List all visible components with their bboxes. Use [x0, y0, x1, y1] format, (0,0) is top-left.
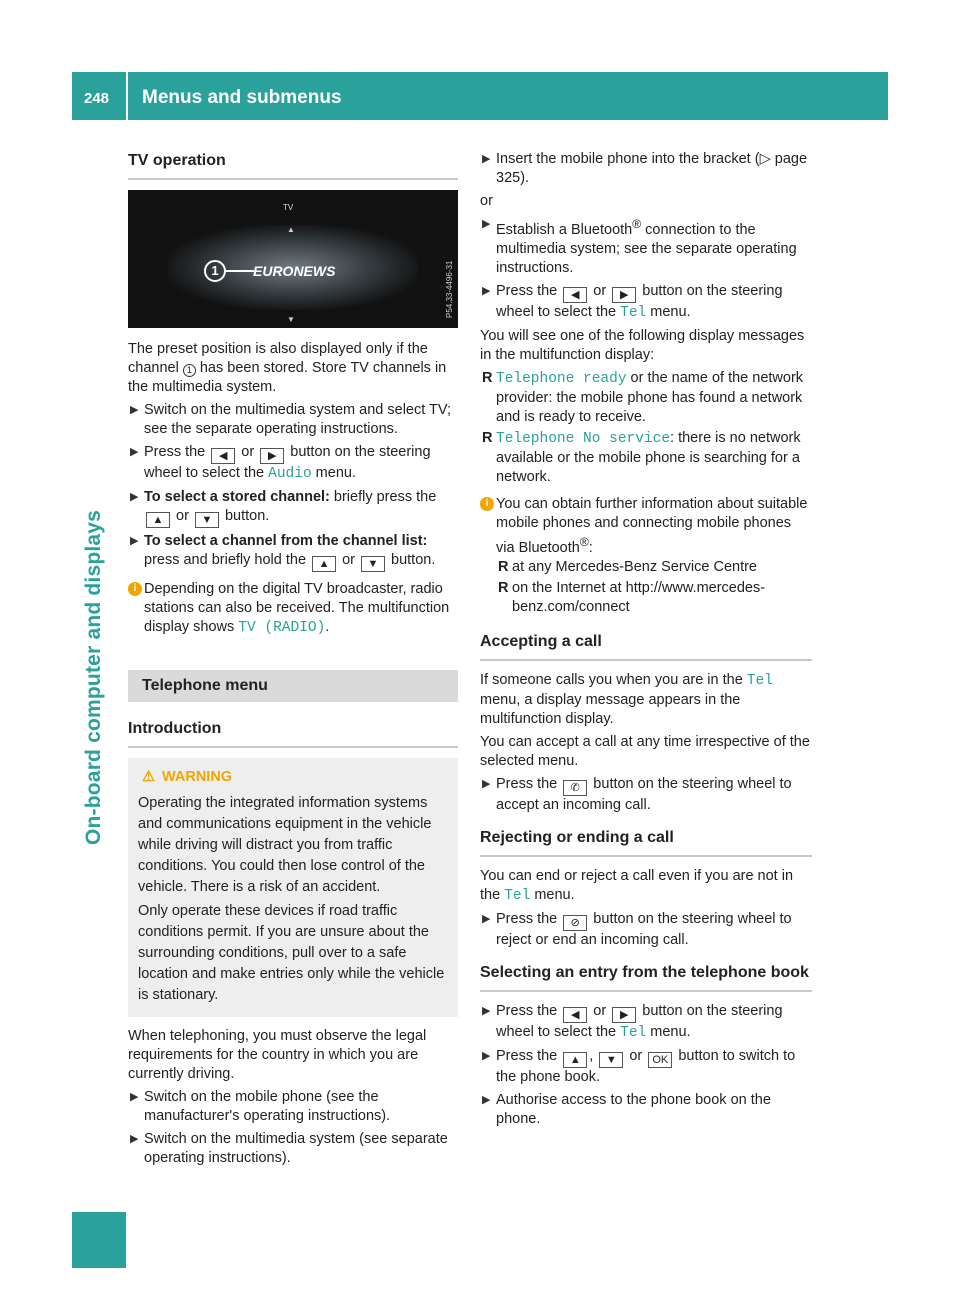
step-arrow-icon: ▶ [482, 1049, 491, 1062]
menu-code: Tel [620, 1024, 647, 1041]
info-icon: i [480, 497, 494, 511]
tv-heading: TV operation [128, 150, 458, 180]
step-arrow-icon: ▶ [482, 1004, 491, 1017]
step-arrow-icon: ▶ [482, 218, 491, 230]
ok-key-icon: OK [648, 1052, 672, 1068]
tv-step: ▶ Switch on the multimedia system and select TV; see the separate operating instructions. [130, 402, 452, 437]
warning-text: Operating the integrated information systems and communications equipment in the vehicle while driving will distract you from traffic conditions. You could then lose control of the vehicle. There is a risk of an accident. [138, 795, 432, 895]
callout-line [226, 270, 254, 272]
rejecting-call-heading: Rejecting or ending a call [480, 827, 812, 857]
accept-para: If someone calls you when you are in the Tel menu, a display message appears in the multifunction display. [480, 671, 773, 727]
bullet-item: R Telephone ready or the name of the network provider: the mobile phone has found a network and is ready to receive. [482, 369, 804, 425]
step-arrow-icon: ▶ [482, 153, 491, 165]
side-tab-label: On-board computer and displays [82, 509, 105, 845]
bullet-icon: R [482, 369, 493, 386]
menu-code: Tel [620, 304, 647, 321]
menu-code: Audio [268, 466, 312, 482]
tv-intro: The preset position is also displayed only if the channel 1 has been stored. Store TV channels in the multimedia system. [128, 341, 447, 395]
accepting-call-heading: Accepting a call [480, 631, 812, 661]
left-key-icon: ◀ [211, 448, 235, 464]
step-arrow-icon: ▶ [482, 284, 491, 297]
reject-step: ▶ Press the ⊘ button on the steering wheel to reject or end an incoming call. [482, 910, 792, 948]
up-key-icon: ▲ [312, 556, 336, 572]
step-arrow-icon: ▶ [130, 404, 139, 416]
down-key-icon: ▼ [195, 512, 219, 528]
info-icon: i [128, 582, 142, 596]
left-column [128, 150, 458, 1172]
step-arrow-icon: ▶ [482, 1093, 491, 1106]
tv-screen-label: TV [283, 203, 294, 212]
warning-icon: ⚠ [142, 769, 155, 785]
tv-screen-image [128, 190, 458, 328]
up-arrow-icon: ▲ [287, 225, 295, 234]
chapter-title: Menus and submenus [142, 87, 342, 108]
bluetooth-info-note: i You can obtain further information about suitable mobile phones and connecting mobile phones via Bluetooth®: R at any Mercedes-Benz Service Centre R on the Internet at http://www.mercedes-benz.com/connect [480, 495, 812, 617]
reject-para: You can end or reject a call even if you are not in the Tel menu. [480, 867, 794, 904]
right-column [480, 150, 812, 1133]
phonebook-step: ▶ Press the ▲ , ▼ or OK button to switch to the phone book. [482, 1047, 796, 1085]
header-divider [126, 72, 128, 120]
right-key-icon: ▶ [612, 1007, 636, 1023]
step-arrow-icon: ▶ [130, 1133, 139, 1145]
up-key-icon: ▲ [146, 512, 170, 528]
accept-call-key-icon: ✆ [563, 780, 587, 796]
display-code: Telephone ready [496, 370, 627, 387]
accept-step: ▶ Press the ✆ button on the steering wheel to accept an incoming call. [482, 775, 792, 813]
warning-text: Only operate these devices if road traffic conditions permit. If you are unsure about the surrounding conditions, pull over to a safe location and make entries only while the vehicle is stationary. [138, 903, 445, 1003]
step-arrow-icon: ▶ [130, 535, 139, 547]
down-arrow-icon: ▼ [287, 315, 295, 324]
tv-step: ▶ To select a channel from the channel list: press and briefly hold the ▲ or ▼ button. [130, 533, 436, 570]
left-key-icon: ◀ [563, 287, 587, 303]
bullet-icon: R [498, 558, 509, 575]
down-key-icon: ▼ [361, 556, 385, 572]
telephone-menu-band: Telephone menu [128, 670, 458, 702]
registered-mark: ® [632, 217, 642, 231]
telephone-step: ▶ Switch on the multimedia system (see separate operating instructions). [130, 1131, 448, 1166]
display-messages-para: You will see one of the following display messages in the multifunction display: [480, 327, 805, 363]
tv-info-note: i Depending on the digital TV broadcaster, radio stations can also be received. The multifunction display shows TV (RADIO). [128, 580, 458, 638]
right-key-icon: ▶ [612, 287, 636, 303]
telephone-step: ▶ Press the ◀ or ▶ button on the steering wheel to select the Tel menu. [482, 282, 783, 321]
page-header [72, 72, 888, 120]
tv-step: ▶ Press the ◀ or ▶ button on the steering wheel to select the Audio menu. [130, 444, 431, 482]
introduction-heading: Introduction [128, 718, 458, 748]
step-arrow-icon: ▶ [482, 777, 491, 790]
telephone-para: When telephoning, you must observe the legal requirements for the country in which you are currently driving. [128, 1028, 427, 1082]
bullet-item: R on the Internet at http://www.mercedes-benz.com/connect [498, 579, 766, 615]
telephone-step: ▶ Insert the mobile phone into the bracket (▷ page 325). [482, 151, 808, 186]
telephone-step: ▶ Switch on the mobile phone (see the manufacturer's operating instructions). [130, 1089, 391, 1124]
bullet-item: R Telephone No service: there is no network available or the mobile phone is searching for a network. [482, 429, 801, 485]
phone-book-heading: Selecting an entry from the telephone book [480, 962, 812, 992]
phonebook-step: ▶ Authorise access to the phone book on the phone. [482, 1091, 771, 1127]
step-arrow-icon: ▶ [130, 1091, 139, 1103]
up-key-icon: ▲ [563, 1052, 587, 1068]
display-code: Telephone No service [496, 430, 671, 447]
phonebook-step: ▶ Press the ◀ or ▶ button on the steering wheel to select the Tel menu. [482, 1002, 783, 1041]
accept-para: You can accept a call at any time irrespective of the selected menu. [480, 733, 810, 769]
warning-title: ⚠ WARNING [142, 769, 233, 785]
step-arrow-icon: ▶ [482, 912, 491, 925]
registered-mark: ® [579, 534, 589, 549]
menu-code: Tel [504, 887, 531, 904]
down-key-icon: ▼ [599, 1052, 623, 1068]
reject-call-key-icon: ⊘ [563, 915, 587, 931]
bullet-item: R at any Mercedes-Benz Service Centre [498, 558, 757, 575]
bullet-icon: R [498, 579, 509, 596]
left-key-icon: ◀ [563, 1007, 587, 1023]
side-tab [72, 120, 126, 1270]
menu-code: Tel [746, 672, 773, 689]
step-arrow-icon: ▶ [130, 446, 139, 458]
warning-box [128, 758, 458, 1017]
image-code: P54.33-4496-31 [445, 260, 454, 318]
step-arrow-icon: ▶ [130, 491, 139, 503]
telephone-step: ▶ Establish a Bluetooth® connection to the multimedia system; see the separate operating instructions. [482, 217, 797, 276]
page-number: 248 [84, 90, 110, 107]
tv-channel-name: EURONEWS [253, 263, 336, 279]
or-text: or [480, 193, 493, 209]
bullet-icon: R [482, 429, 493, 446]
display-code: TV (RADIO) [238, 620, 326, 636]
callout-marker: 1 [204, 260, 226, 282]
callout-ref-icon: 1 [183, 364, 196, 377]
tv-step: ▶ To select a stored channel: briefly press the ▲ or ▼ button. [130, 489, 437, 526]
side-tab-block [72, 1212, 126, 1268]
right-key-icon: ▶ [260, 448, 284, 464]
